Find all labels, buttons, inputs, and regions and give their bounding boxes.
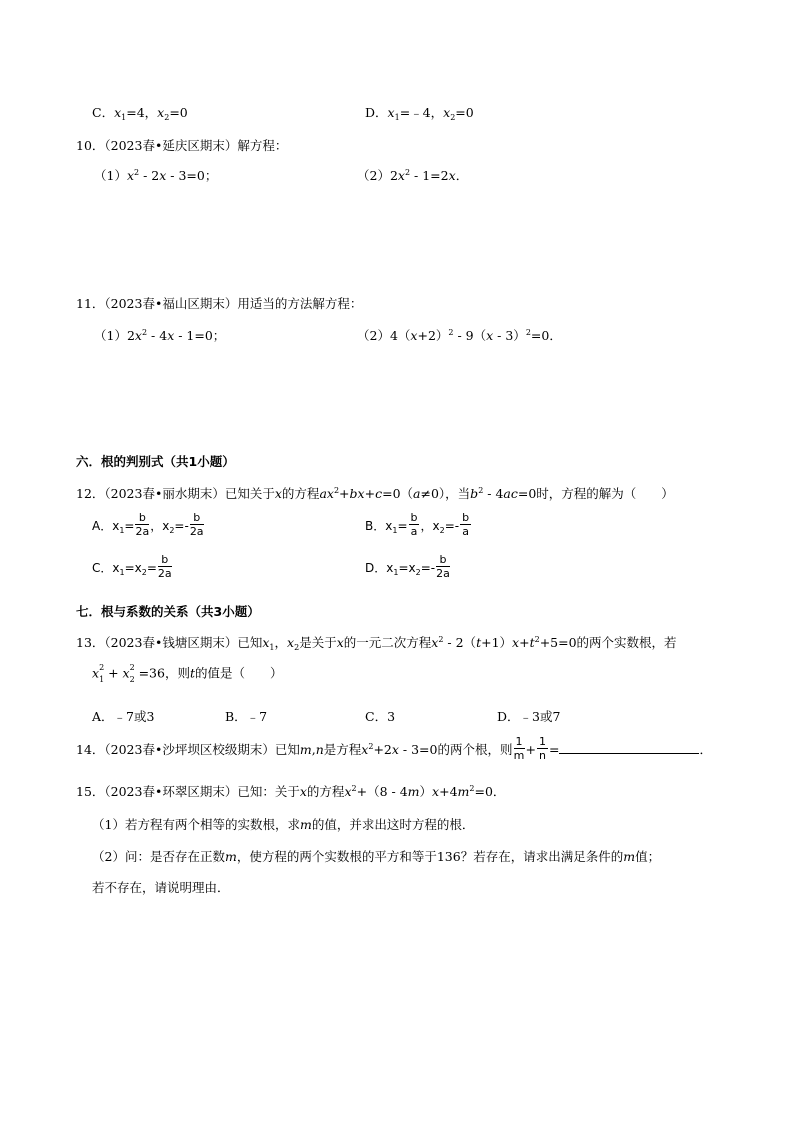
- q13-option-c: C．3: [365, 709, 396, 724]
- q15-stem: 15．（2023春•环翠区期末）已知：关于x的方程$x^2+(8 - 4m)x+4m^2=0$．: [76, 784, 506, 799]
- q13-stem-line-2: x 2 1 + x 2 2 =36，则t的值是（ ）: [92, 663, 283, 684]
- q14-stem: 14．（2023春•沙坪坝区校级期末）已知m,n是方程$x^2+2x - 3=0$的两个根，则 $\frac{1}{m}$ + $\frac{1}{n}$ = ．: [76, 735, 712, 762]
- q9-option-d: D．$x_1=﹣4$，$x_2=0$: [365, 105, 474, 122]
- section-7-title: 七．根与系数的关系（共3小题）: [76, 604, 260, 619]
- q12-option-c: C．$x_1=x_2=$ $\frac{b}{2a}$: [92, 553, 172, 580]
- q11-part-1: $(1)2x^2 - 4x - 1=0$；: [94, 328, 226, 343]
- q9-option-c: C．$x_1=4$，$x_2=0$: [92, 105, 188, 122]
- q12-option-a: A．$x_1=$ $\frac{b}{2a}$ ，$x_2=-$ $\frac{b}{2a}$: [92, 511, 204, 538]
- q11-part-2: $(2)4(x+2)^2 - 9(x - 3)^2=0$．: [357, 328, 562, 343]
- q13-option-a: A．﹣7或3: [92, 709, 155, 724]
- q15-part-2-cont: 若不存在，请说明理由．: [92, 880, 230, 895]
- q12-stem: 12．（2023春•丽水期末）已知关于x的方程$ax^2+bx+c=0(a\ne 0)$，当$b^2 - 4ac=0$时，方程的解为（ ）: [76, 486, 674, 501]
- q10-part-2: $(2)2x^2 - 1=2x$．: [357, 168, 469, 183]
- q10-stem: 10．（2023春•延庆区期末）解方程：: [76, 138, 288, 153]
- q13-option-b: B．﹣7: [225, 709, 268, 724]
- q13-option-d: D．﹣3或7: [497, 709, 561, 724]
- q12-option-b: B．$x_1=$ $\frac{b}{a}$ ，$x_2=-$ $\frac{b}{a}$: [365, 511, 470, 538]
- q15-part-1: （1）若方程有两个相等的实数根，求m的值，并求出这时方程的根．: [92, 817, 475, 832]
- q15-part-2: （2）问：是否存在正数m，使方程的两个实数根的平方和等于136？若存在，请求出满足条件的m值；: [92, 849, 661, 864]
- q11-stem: 11．（2023春•福山区期末）用适当的方法解方程：: [76, 296, 363, 311]
- answer-blank: [559, 741, 699, 754]
- q12-option-d: D．$x_1=x_2=-$ $\frac{b}{2a}$: [365, 553, 450, 580]
- section-6-title: 六．根的判别式（共1小题）: [76, 454, 235, 469]
- q13-stem: 13．（2023春•钱塘区期末）已知$x_1$，$x_2$是关于x的一元二次方程$x^2 - 2(t+1)x+t^2+5=0$的两个实数根，若: [76, 635, 677, 652]
- q10-part-1: $(1)x^2 - 2x - 3=0$；: [94, 168, 218, 183]
